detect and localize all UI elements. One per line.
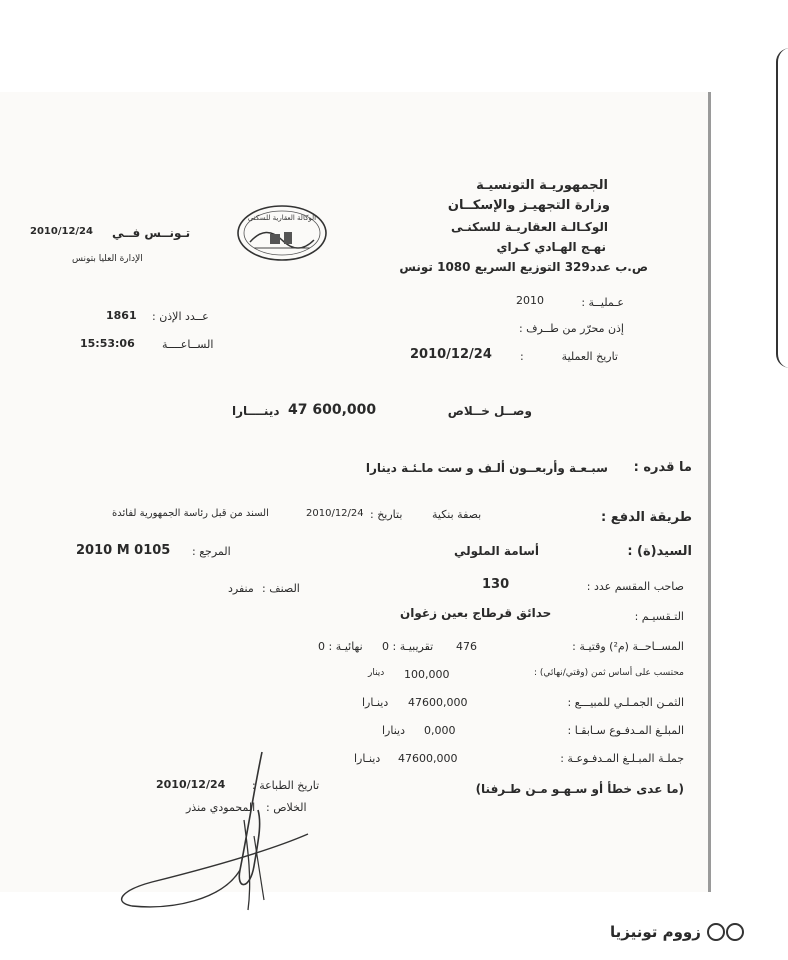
cashier-value: المحمودي منذر xyxy=(186,801,256,814)
reference-label: المرجع : xyxy=(192,545,231,558)
total-paid-value: 47600,000 xyxy=(398,752,458,765)
receipt-amount: 47 600,000 xyxy=(288,402,377,418)
payment-note: السند من قبل رئاسة الجمهورية لفائدة xyxy=(112,508,269,519)
price-basis-unit: دينار xyxy=(368,668,385,678)
disclaimer: (ما عدى خطأ أو سـهـو مـن طـرفنا) xyxy=(475,782,684,796)
total-paid-label: جملـة المبـلـغ المـدفـوعـة : xyxy=(560,752,684,765)
footer-brand-text: زووم تونيزيا xyxy=(610,923,701,941)
op-date-value: 2010/12/24 xyxy=(410,347,492,362)
price-basis-value: 100,000 xyxy=(404,668,450,681)
issued-by-label: إذن محرّر من طــرف : xyxy=(518,322,624,335)
receipt-label: وصــل خــلاص xyxy=(447,404,532,418)
total-price-label: الثمـن الجمـلـي للمبيـــع : xyxy=(567,696,684,709)
prev-paid-value: 0,000 xyxy=(424,724,456,737)
header-street: نهـج الهـادي كـراي xyxy=(496,240,606,254)
header-postal: ص.ب عدد329 التوزيع السريع 1080 تونس xyxy=(399,260,648,274)
header-ministry: وزارة التجهيـز والإسكــان xyxy=(447,198,610,213)
city-date: 2010/12/24 xyxy=(30,226,93,237)
print-date-value: 2010/12/24 xyxy=(156,778,226,791)
svg-text:الوكالة العقارية للسكنى: الوكالة العقارية للسكنى xyxy=(247,214,317,222)
payment-method: بصفة بنكية xyxy=(432,508,482,521)
lot-owner-label: صاحب المقسم عدد : xyxy=(586,580,684,593)
area-value: 476 xyxy=(456,640,477,653)
person-label: السيد(ة) : xyxy=(627,544,692,559)
cashier-label: الخلاص : xyxy=(266,801,307,814)
op-date-label: تاريخ العملية xyxy=(561,350,618,363)
time-label: الســاعــــة xyxy=(162,338,214,351)
prev-paid-unit: دينارا xyxy=(382,724,405,737)
side-frame xyxy=(776,48,788,368)
order-number: 1861 xyxy=(106,309,137,322)
time-value: 15:53:06 xyxy=(80,337,135,350)
print-date-label: تاريخ الطباعة : xyxy=(252,779,320,792)
zoom-logo-icon xyxy=(707,923,744,941)
subdivision-value: حدائق قرطاج بعين زغوان xyxy=(400,606,552,620)
area-approx: تقريبيـة : 0 xyxy=(382,640,434,653)
payment-label: طريقة الدفع : xyxy=(601,510,692,525)
admin-label: الإدارة العليا بتونس xyxy=(72,254,143,264)
prev-paid-label: المبلـغ المـدفـوع سـابقـا : xyxy=(567,724,684,737)
receipt-unit: دينــــارا xyxy=(232,404,280,418)
header-republic: الجمهوريـة التونسيـة xyxy=(476,178,608,193)
seal-stamp xyxy=(236,204,328,262)
reference-value: 2010 M 0105 xyxy=(76,543,171,558)
footer-brand xyxy=(610,918,744,946)
subdivision-label: التـقسيـم : xyxy=(634,610,684,623)
category-label: الصنف : xyxy=(262,582,300,595)
handwritten-signature xyxy=(112,750,312,920)
lot-owner-value: 130 xyxy=(482,577,510,592)
operation-label: عـمليــة : xyxy=(581,296,624,309)
total-paid-unit: دينـارا xyxy=(354,752,381,765)
city-label: تـونــس فــي xyxy=(112,226,191,240)
written-value: سبـعـة وأربعــون ألـف و ست ماـئـة دينارا xyxy=(365,461,608,475)
written-label: ما قدره : xyxy=(633,460,692,475)
category-value: منفرد xyxy=(228,582,254,595)
payment-date: 2010/12/24 xyxy=(306,508,364,519)
payment-date-label: بتاريخ : xyxy=(370,508,403,521)
area-final: نهائيـة : 0 xyxy=(318,640,363,653)
header-agency: الوكـالـة العقاريـة للسكنـى xyxy=(450,220,608,234)
op-date-sep: : xyxy=(520,350,524,363)
operation-value: 2010 xyxy=(516,294,544,307)
price-basis-label: محتسب على أساس ثمن (وقتي/نهائي) : xyxy=(533,668,684,678)
total-price-unit: دينـارا xyxy=(362,696,389,709)
area-label: المســاحــة (م²) وقتيـة : xyxy=(572,640,684,653)
person-value: أسامة الملولي xyxy=(454,544,540,558)
order-label: عــدد الإذن : xyxy=(152,310,209,323)
total-price-value: 47600,000 xyxy=(408,696,468,709)
